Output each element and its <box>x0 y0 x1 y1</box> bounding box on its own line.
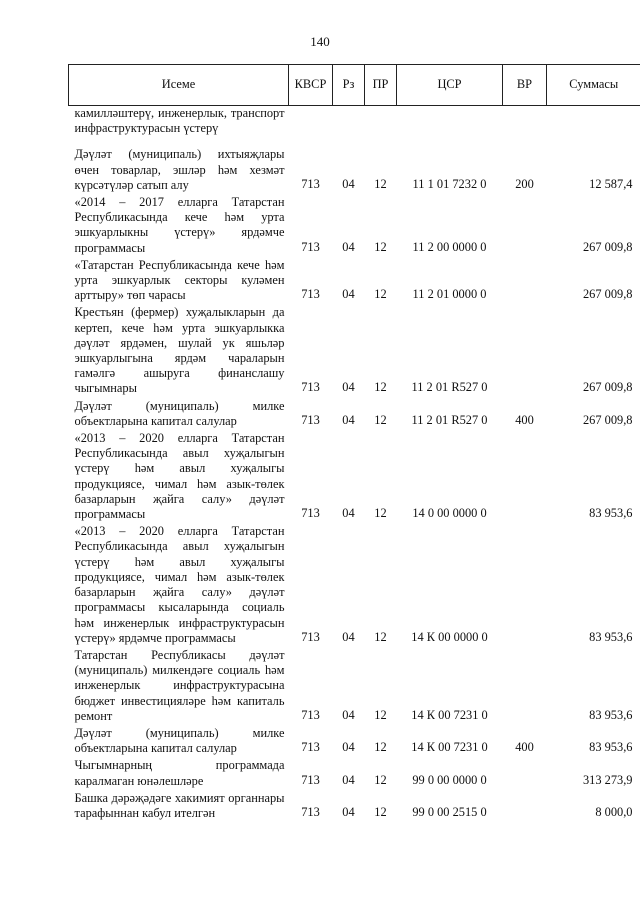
table-row <box>69 146 640 194</box>
row-sum: 83 953,6 <box>589 506 633 521</box>
row-kvsr: 713 <box>301 380 320 395</box>
row-name: Крестьян (фермер) хуҗалыкларын да кертеп, кече һәм урта эшкуарлыкка дәүләт ярдәмен, шулай ук яшьләр эшкуарлыгына ярдәм чараларын гамәлгә ашыруга финанслашу чыгымнары <box>74 305 285 396</box>
row-sum <box>547 106 640 147</box>
row-rz: 04 <box>342 804 355 819</box>
row-sum: 83 953,6 <box>589 707 633 722</box>
row-kvsr: 713 <box>301 412 320 427</box>
row-pr: 12 <box>374 707 387 722</box>
row-kvsr <box>289 106 333 147</box>
row-csr: 11 2 01 R527 0 <box>411 380 488 395</box>
row-vr <box>503 647 547 725</box>
row-rz: 04 <box>342 380 355 395</box>
row-kvsr: 713 <box>301 287 320 302</box>
header-kvsr: КВСР <box>289 65 333 106</box>
row-vr <box>503 757 547 789</box>
row-csr: 14 К 00 7231 0 <box>411 740 488 755</box>
table-row <box>69 106 640 147</box>
row-name: Дәүләт (муниципаль) милке объектларына капитал салулар <box>74 398 285 428</box>
row-rz: 04 <box>342 176 355 191</box>
row-vr <box>503 523 547 647</box>
row-rz: 04 <box>342 239 355 254</box>
row-vr <box>503 430 547 523</box>
row-sum: 267 009,8 <box>582 380 633 395</box>
row-pr: 12 <box>374 380 387 395</box>
row-csr: 14 0 00 0000 0 <box>412 506 487 521</box>
header-csr: ЦСР <box>397 65 503 106</box>
page-number: 140 <box>310 34 330 49</box>
row-vr <box>503 194 547 257</box>
row-kvsr: 713 <box>301 772 320 787</box>
row-sum: 267 009,8 <box>582 239 633 254</box>
row-kvsr: 713 <box>301 176 320 191</box>
table-body <box>69 106 640 823</box>
row-vr <box>503 257 547 305</box>
row-kvsr: 713 <box>301 740 320 755</box>
row-vr <box>503 790 547 822</box>
row-sum: 83 953,6 <box>589 740 633 755</box>
row-csr: 14 К 00 0000 0 <box>411 629 488 644</box>
header-pr: ПР <box>365 65 397 106</box>
row-sum: 83 953,6 <box>589 629 633 644</box>
header-name: Исеме <box>69 65 289 106</box>
row-csr <box>397 106 503 147</box>
row-name: Дәүләт (муниципаль) ихтыяҗлары өчен товарлар, эшләр һәм хезмәт күрсәтүләр сатып алу <box>74 147 285 192</box>
row-name: Чыгымнарның программада каралмаган юнәлешләре <box>74 758 285 788</box>
row-sum: 267 009,8 <box>582 287 633 302</box>
header-vr: ВР <box>503 65 547 106</box>
header-rz: Рз <box>333 65 365 106</box>
row-pr: 12 <box>374 176 387 191</box>
row-pr: 12 <box>374 506 387 521</box>
row-vr <box>503 106 547 147</box>
row-rz: 04 <box>342 707 355 722</box>
row-csr: 14 К 00 7231 0 <box>411 707 488 722</box>
row-kvsr: 713 <box>301 804 320 819</box>
table-row <box>69 430 640 523</box>
row-rz: 04 <box>342 629 355 644</box>
row-rz: 04 <box>342 740 355 755</box>
row-csr: 11 2 01 R527 0 <box>411 412 488 427</box>
table-row <box>69 194 640 257</box>
row-rz: 04 <box>342 506 355 521</box>
row-vr: 400 <box>515 412 534 427</box>
row-rz: 04 <box>342 412 355 427</box>
row-rz: 04 <box>342 772 355 787</box>
row-name: камилләштерү, инженерлык, транспорт инфраструктурасын үстерү <box>74 106 285 136</box>
row-rz <box>333 106 365 147</box>
header-sum: Суммасы <box>547 65 640 106</box>
row-vr: 200 <box>515 176 534 191</box>
row-kvsr: 713 <box>301 629 320 644</box>
row-vr <box>503 304 547 397</box>
row-sum: 267 009,8 <box>582 412 633 427</box>
row-csr: 11 2 00 0000 0 <box>412 239 487 254</box>
row-csr: 99 0 00 0000 0 <box>412 772 487 787</box>
table-row <box>69 398 640 430</box>
row-pr <box>365 106 397 147</box>
table-row <box>69 647 640 725</box>
row-sum: 8 000,0 <box>595 804 633 819</box>
row-name: Дәүләт (муниципаль) милке объектларына капитал салулар <box>74 725 285 756</box>
row-name: «2013 – 2020 елларга Татарстан Республикасында авыл хуҗалыгын үстерү һәм авыл хуҗалыгы продукциясе, чимал һәм азык-төлек базарларын җайга салу» дәүләт программасы <box>74 431 285 522</box>
row-name: Башка дәрәҗәдәге хакимият органнары тарафыннан кабул ителгән <box>74 790 285 820</box>
row-pr: 12 <box>374 740 387 755</box>
row-pr: 12 <box>374 629 387 644</box>
table-row <box>69 304 640 397</box>
row-rz: 04 <box>342 287 355 302</box>
row-vr: 400 <box>515 740 534 755</box>
row-name: Татарстан Республикасы дәүләт (муниципаль) милкендәге социаль һәм инженерлык инфраструктурасына бюджет инвестицияләре һәм капиталь ремонт <box>74 647 285 723</box>
table-header <box>69 65 640 106</box>
row-pr: 12 <box>374 804 387 819</box>
row-name: «2013 – 2020 елларга Татарстан Республикасында авыл хуҗалыгын үстерү һәм авыл хуҗалыгы продукциясе, чимал һәм азык-төлек базарларын җайга салу» дәүләт программасы кысаларында социаль һәм инженерлык инфраструктурасын үстерү» ярдәмче программасы <box>74 524 285 645</box>
row-sum: 313 273,9 <box>582 772 633 787</box>
row-pr: 12 <box>374 772 387 787</box>
row-sum: 12 587,4 <box>589 176 633 191</box>
row-kvsr: 713 <box>301 506 320 521</box>
row-csr: 11 2 01 0000 0 <box>412 287 487 302</box>
row-pr: 12 <box>374 287 387 302</box>
table-row <box>69 790 640 822</box>
table-row <box>69 523 640 647</box>
row-kvsr: 713 <box>301 239 320 254</box>
budget-table <box>68 64 640 822</box>
row-csr: 99 0 00 2515 0 <box>412 804 487 819</box>
row-kvsr: 713 <box>301 707 320 722</box>
table-row <box>69 725 640 757</box>
table-row <box>69 257 640 305</box>
row-csr: 11 1 01 7232 0 <box>412 176 487 191</box>
table-row <box>69 757 640 789</box>
row-name: «Татарстан Республикасында кече һәм урта эшкуарлык секторы куләмен арттыру» төп чарасы <box>74 257 285 303</box>
row-name: «2014 – 2017 елларга Татарстан Республикасында кече һәм урта эшкуарлыкны үстерү» ярдәмче программасы <box>74 195 285 255</box>
row-pr: 12 <box>374 412 387 427</box>
row-pr: 12 <box>374 239 387 254</box>
